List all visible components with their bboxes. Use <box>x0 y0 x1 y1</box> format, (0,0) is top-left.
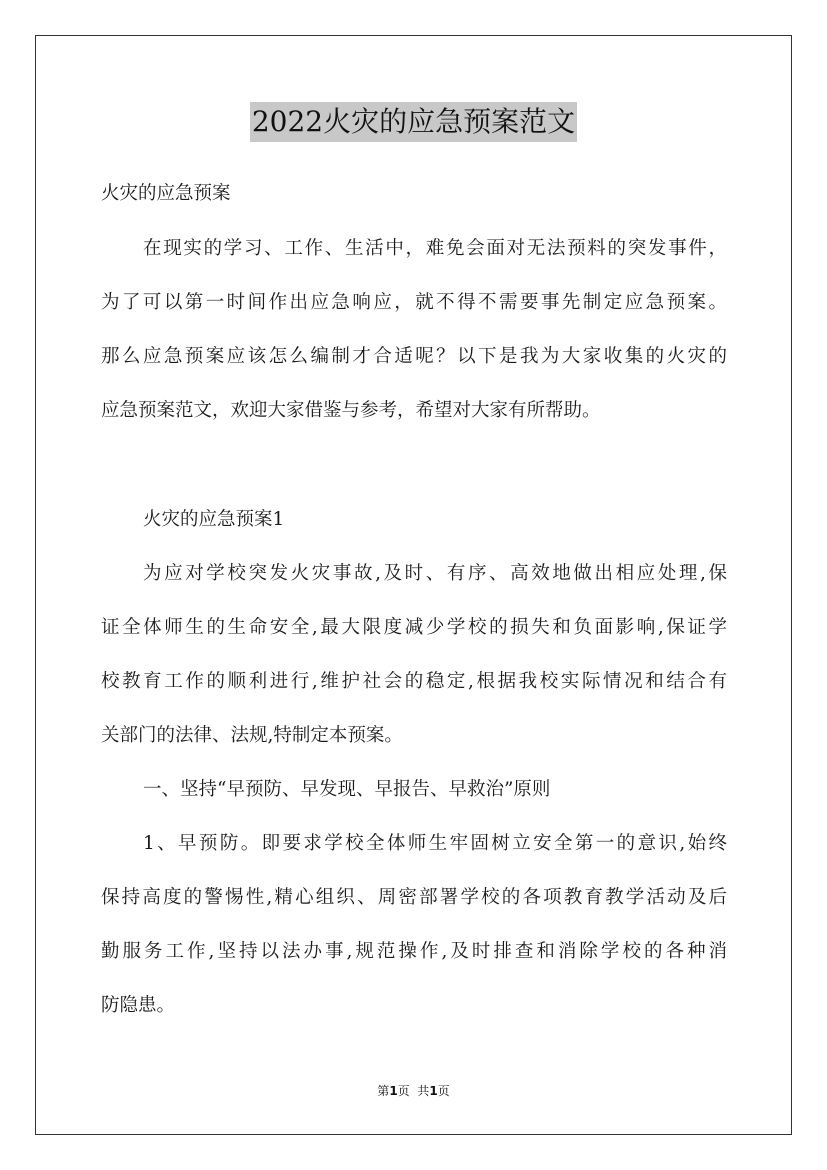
section1-heading: 火灾的应急预案1 <box>143 509 285 530</box>
section-heading: 火灾的应急预案 <box>101 183 231 204</box>
footer-suffix: 页 <box>437 1084 450 1098</box>
section1-line-3: 校教育工作的顺利进行,维护社会的稳定,根据我校实际情况和结合有 <box>101 671 727 692</box>
intro-line-4: 应急预案范文，欢迎大家借鉴与参考，希望对大家有所帮助。 <box>101 400 601 421</box>
principle-heading: 一、坚持“早预防、早发现、早报告、早救治”原则 <box>143 779 551 800</box>
footer-page-number: 1 <box>389 1084 398 1098</box>
document-title: 2022火灾的应急预案范文 <box>250 102 577 142</box>
item1-line-4: 防隐患。 <box>101 995 176 1016</box>
item1-line-2: 保持高度的警惕性,精心组织、周密部署学校的各项教育教学活动及后 <box>101 887 727 908</box>
title-container <box>0 102 827 142</box>
section1-line-4: 关部门的法律、法规,特制定本预案。 <box>101 725 403 746</box>
section1-line-1: 为应对学校突发火灾事故,及时、有序、高效地做出相应处理,保 <box>143 563 727 584</box>
intro-line-2: 为了可以第一时间作出应急响应，就不得不需要事先制定应急预案。 <box>101 292 727 313</box>
intro-line-1: 在现实的学习、工作、生活中，难免会面对无法预料的突发事件， <box>143 238 727 259</box>
page-footer <box>0 1083 827 1099</box>
item1-line-1: 1、早预防。即要求学校全体师生牢固树立安全第一的意识,始终 <box>143 833 727 854</box>
intro-line-3: 那么应急预案应该怎么编制才合适呢？以下是我为大家收集的火灾的 <box>101 346 727 367</box>
footer-prefix: 第 <box>377 1084 390 1098</box>
footer-mid: 页 共 <box>397 1084 430 1098</box>
footer-total-pages: 1 <box>429 1084 438 1098</box>
section1-line-2: 证全体师生的生命安全,最大限度减少学校的损失和负面影响,保证学 <box>101 617 727 638</box>
item1-line-3: 勤服务工作,坚持以法办事,规范操作,及时排查和消除学校的各种消 <box>101 941 727 962</box>
